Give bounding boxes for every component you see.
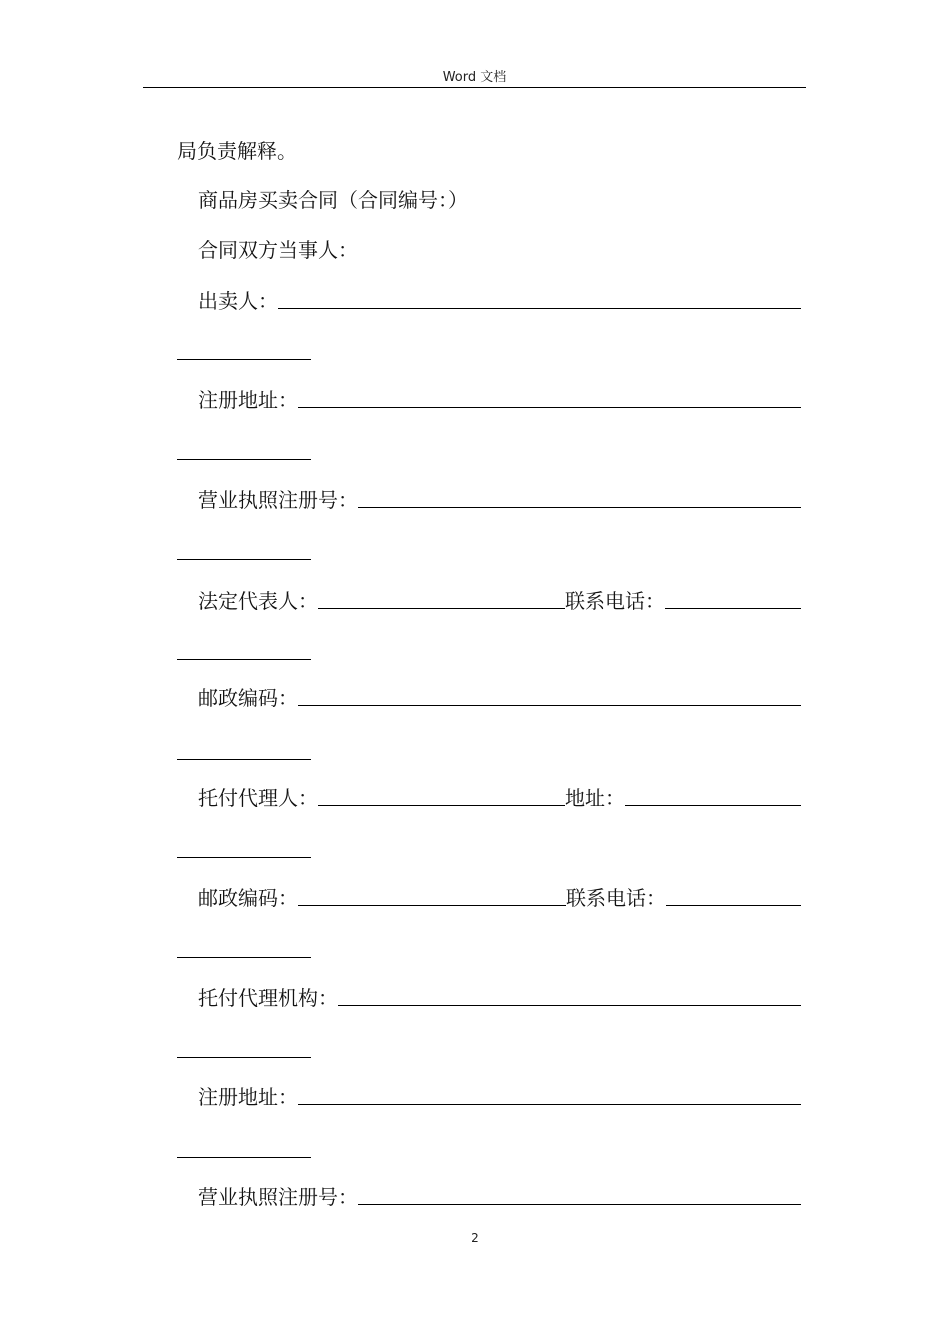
contract-title: 商品房买卖合同（合同编号：） xyxy=(198,188,468,212)
parties-heading: 合同双方当事人： xyxy=(198,238,358,262)
postcode-blank-1-continued[interactable] xyxy=(177,759,311,760)
page-header: Word 文档 xyxy=(442,70,507,85)
license-field-1[interactable] xyxy=(198,486,801,514)
agent-label: 托付代理人： xyxy=(198,786,318,810)
agency-field[interactable] xyxy=(198,984,801,1012)
postcode-label-1: 邮政编码： xyxy=(198,686,298,710)
postcode-blank-1[interactable] xyxy=(298,705,801,706)
seller-blank[interactable] xyxy=(278,308,801,309)
header-rule xyxy=(143,87,806,88)
legal-rep-label: 法定代表人： xyxy=(198,589,318,613)
license-field-2[interactable] xyxy=(198,1183,801,1211)
phone-blank-1[interactable] xyxy=(665,608,801,609)
license-blank-1-continued[interactable] xyxy=(177,559,311,560)
agency-blank[interactable] xyxy=(338,1005,801,1006)
phone-blank-1-continued[interactable] xyxy=(177,659,311,660)
postcode-blank-2[interactable] xyxy=(298,905,566,906)
postcode-phone-row[interactable] xyxy=(198,884,801,912)
seller-field[interactable] xyxy=(198,287,801,315)
license-blank-2[interactable] xyxy=(358,1204,801,1205)
reg-address-label-1: 注册地址： xyxy=(198,388,298,412)
agency-blank-continued[interactable] xyxy=(177,1057,311,1058)
license-label-2: 营业执照注册号： xyxy=(198,1185,358,1209)
address-blank-continued[interactable] xyxy=(177,857,311,858)
legal-rep-row[interactable] xyxy=(198,587,801,615)
phone-label-1: 联系电话： xyxy=(565,589,665,613)
reg-address-label-2: 注册地址： xyxy=(198,1085,298,1109)
reg-address-field-1[interactable] xyxy=(198,386,801,414)
postcode-label-2: 邮政编码： xyxy=(198,886,298,910)
postcode-field-1[interactable] xyxy=(198,684,801,712)
license-blank-1[interactable] xyxy=(358,507,801,508)
reg-address-blank-1[interactable] xyxy=(298,407,801,408)
agent-blank[interactable] xyxy=(318,805,565,806)
seller-blank-continued[interactable] xyxy=(177,359,311,360)
phone-blank-2-continued[interactable] xyxy=(177,957,311,958)
phone-blank-2[interactable] xyxy=(666,905,801,906)
agency-label: 托付代理机构： xyxy=(198,986,338,1010)
reg-address-blank-2[interactable] xyxy=(298,1104,801,1105)
page-number: 2 xyxy=(471,1231,479,1245)
license-label-1: 营业执照注册号： xyxy=(198,488,358,512)
agent-row[interactable] xyxy=(198,784,801,812)
address-blank[interactable] xyxy=(625,805,801,806)
reg-address-blank-1-continued[interactable] xyxy=(177,459,311,460)
legal-rep-blank[interactable] xyxy=(318,608,565,609)
address-label: 地址： xyxy=(565,786,625,810)
phone-label-2: 联系电话： xyxy=(566,886,666,910)
reg-address-field-2[interactable] xyxy=(198,1083,801,1111)
reg-address-blank-2-continued[interactable] xyxy=(177,1157,311,1158)
seller-label: 出卖人： xyxy=(198,289,278,313)
intro-text: 局负责解释。 xyxy=(177,139,297,163)
